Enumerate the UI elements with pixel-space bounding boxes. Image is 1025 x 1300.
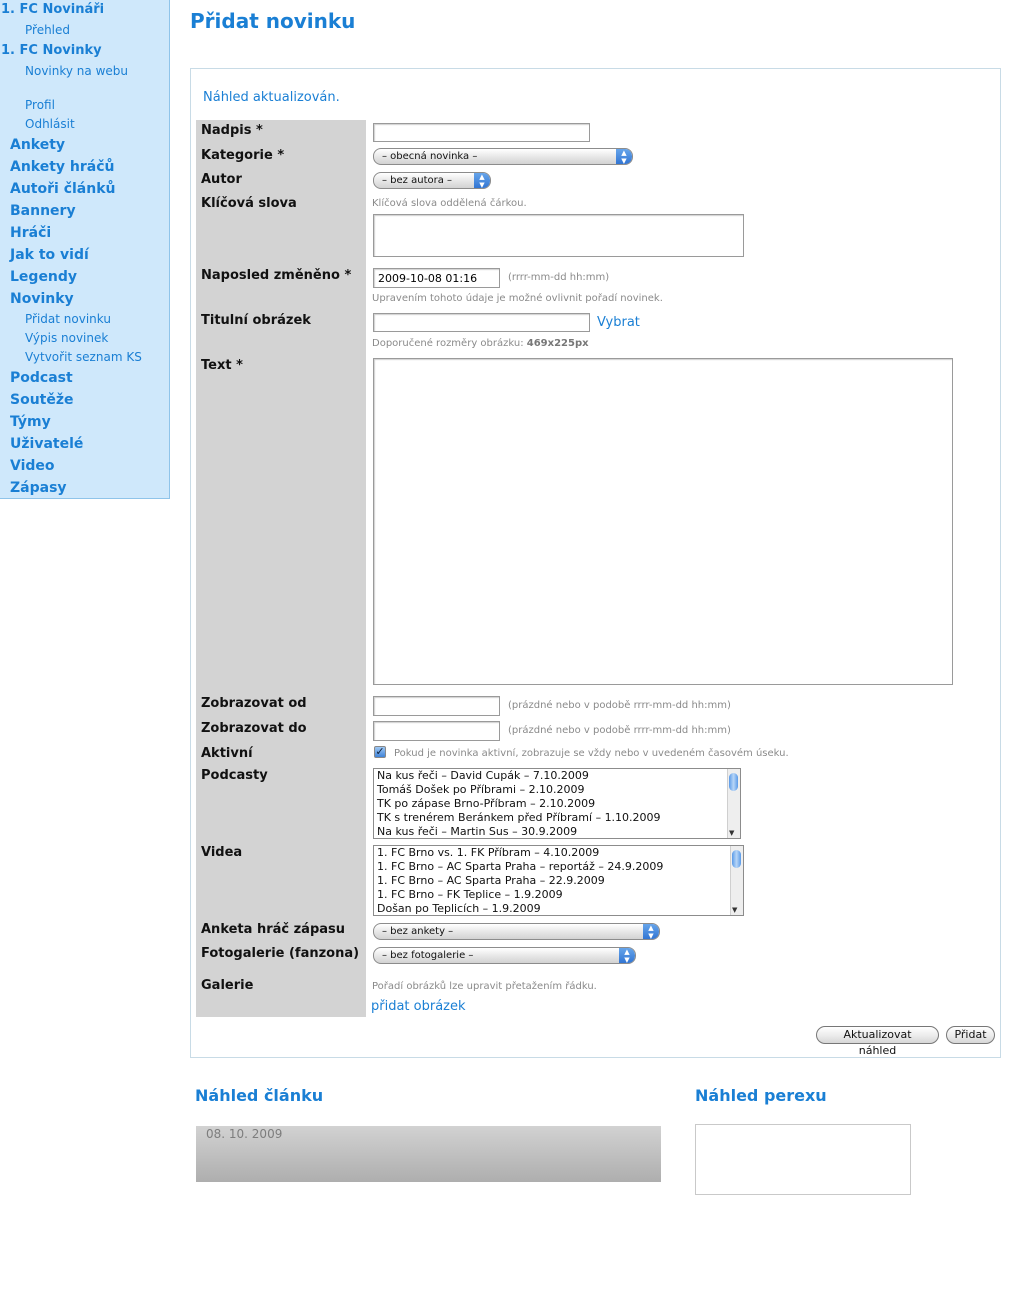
sidebar-item-autori-clanku[interactable]: Autoři článků (10, 181, 116, 197)
scrollbar[interactable] (727, 769, 740, 838)
label-autor: Autor (201, 172, 242, 187)
list-item[interactable]: Na kus řeči – Martin Sus – 30.9.2009 (377, 825, 578, 838)
scrollbar[interactable] (730, 846, 743, 915)
list-item[interactable]: Na kus řeči – David Cupák – 7.10.2009 (377, 769, 589, 782)
zobrazovat-do-input[interactable] (373, 721, 500, 741)
sidebar-item-bannery[interactable]: Bannery (10, 203, 76, 219)
label-podcasty: Podcasty (201, 768, 268, 783)
list-item[interactable]: 1. FC Brno – FK Teplice – 1.9.2009 (377, 888, 563, 901)
kategorie-select-value: – obecná novinka – (382, 151, 478, 162)
keywords-hint: Klíčová slova oddělená čárkou. (372, 198, 527, 209)
label-text: Text * (201, 358, 243, 373)
sidebar-item-novinky-na-webu[interactable]: Novinky na webu (25, 64, 128, 78)
select-arrows-icon: ▲ ▼ (643, 923, 659, 940)
autor-select[interactable] (373, 172, 491, 189)
list-item[interactable]: 1. FC Brno vs. 1. FK Příbram – 4.10.2009 (377, 846, 600, 859)
page-title: Přidat novinku (190, 9, 356, 33)
keywords-textarea[interactable] (373, 214, 744, 257)
sidebar-item-vytvorit-seznam-ks[interactable]: Vytvořit seznam KS (25, 350, 142, 364)
article-preview-heading: Náhled článku (195, 1086, 324, 1105)
label-aktivni: Aktivní (201, 746, 253, 761)
list-item[interactable]: TK s trenérem Beránkem před Příbramí – 1.10.2009 (377, 811, 661, 824)
aktivni-checkbox[interactable] (374, 746, 386, 758)
anketa-select-value: – bez ankety – (382, 926, 454, 937)
label-fotogalerie: Fotogalerie (fanzona) (201, 946, 360, 961)
sidebar-item-vypis-novinek[interactable]: Výpis novinek (25, 331, 109, 345)
scroll-down-arrow-icon[interactable]: ▼ (732, 906, 738, 914)
perex-preview (695, 1124, 911, 1195)
select-arrows-icon: ▲ ▼ (616, 148, 632, 165)
sidebar-item-ankety-hracu[interactable]: Ankety hráčů (10, 159, 115, 175)
label-klicova-slova: Klíčová slova (201, 196, 297, 211)
scrollbar-thumb[interactable] (732, 850, 741, 868)
label-column (196, 120, 366, 1017)
nadpis-input[interactable] (373, 123, 590, 142)
sidebar (0, 0, 170, 499)
sidebar-item-jak-to-vidi[interactable]: Jak to vidí (10, 247, 89, 263)
vybrat-link[interactable]: Vybrat (597, 315, 640, 330)
list-item[interactable]: TK po zápase Brno-Příbram – 2.10.2009 (377, 797, 596, 810)
sidebar-item-pridat-novinku[interactable]: Přidat novinku (25, 312, 111, 326)
label-naposled-zmeneno: Naposled změněno * (201, 268, 352, 283)
sidebar-item-tymy[interactable]: Týmy (10, 414, 51, 430)
list-item[interactable]: Došan po Teplicích – 1.9.2009 (377, 902, 541, 915)
sidebar-item-novinky[interactable]: Novinky (10, 291, 74, 307)
select-arrows-icon: ▲ ▼ (619, 947, 635, 964)
sidebar-item-legendy[interactable]: Legendy (10, 269, 78, 285)
image-hint-size: 469x225px (526, 338, 589, 349)
naposled-format-hint: (rrrr-mm-dd hh:mm) (508, 272, 610, 283)
update-preview-button[interactable]: Aktualizovat náhled (816, 1026, 939, 1044)
autor-select-value: – bez autora – (382, 175, 453, 186)
fotogalerie-select[interactable] (373, 947, 636, 964)
list-item[interactable]: 1. FC Brno – AC Sparta Praha – 22.9.2009 (377, 874, 605, 887)
label-zobrazovat-od: Zobrazovat od (201, 696, 307, 711)
sidebar-item-hraci[interactable]: Hráči (10, 225, 52, 241)
naposled-zmeneno-input[interactable] (373, 268, 500, 288)
article-preview (196, 1126, 661, 1182)
naposled-hint: Upravením tohoto údaje je možné ovlivnit pořadí novinek. (372, 293, 663, 304)
titulni-obrazek-input[interactable] (373, 313, 590, 332)
label-nadpis: Nadpis * (201, 123, 263, 138)
galerie-hint: Pořadí obrázků lze upravit přetažením řádku. (372, 981, 597, 992)
sidebar-item-video[interactable]: Video (10, 458, 55, 474)
scrollbar-thumb[interactable] (729, 773, 738, 791)
text-textarea[interactable] (373, 358, 953, 685)
sidebar-item-uzivatele[interactable]: Uživatelé (10, 436, 84, 452)
list-item[interactable]: 1. FC Brno – AC Sparta Praha – reportáž – 24.9.2009 (377, 860, 664, 873)
fotogalerie-select-value: – bez fotogalerie – (382, 950, 474, 961)
zobrazovat-do-hint: (prázdné nebo v podobě rrrr-mm-dd hh:mm) (508, 725, 731, 736)
kategorie-select[interactable] (373, 148, 633, 165)
sidebar-item-fc-novinky[interactable]: 1. FC Novinky (1, 43, 102, 58)
scroll-down-arrow-icon[interactable]: ▼ (729, 829, 735, 837)
label-videa: Videa (201, 845, 243, 860)
list-item[interactable]: Tomáš Došek po Příbrami – 2.10.2009 (377, 783, 585, 796)
videa-listbox[interactable] (373, 845, 744, 916)
zobrazovat-od-hint: (prázdné nebo v podobě rrrr-mm-dd hh:mm) (508, 700, 731, 711)
label-titulni-obrazek: Titulní obrázek (201, 313, 311, 328)
image-hint-prefix: Doporučené rozměry obrázku: (372, 338, 524, 349)
zobrazovat-od-input[interactable] (373, 696, 500, 716)
label-anketa: Anketa hráč zápasu (201, 922, 346, 937)
submit-button[interactable]: Přidat (946, 1026, 995, 1044)
sidebar-item-ankety[interactable]: Ankety (10, 137, 66, 153)
image-size-hint (372, 338, 589, 349)
sidebar-item-odhlasit[interactable]: Odhlásit (25, 117, 75, 131)
sidebar-item-souteze[interactable]: Soutěže (10, 392, 74, 408)
sidebar-item-zapasy[interactable]: Zápasy (10, 480, 67, 496)
status-message: Náhled aktualizován. (203, 90, 340, 105)
perex-preview-heading: Náhled perexu (695, 1086, 827, 1105)
sidebar-item-fc-novinari[interactable]: 1. FC Novináři (1, 2, 105, 17)
select-arrows-icon: ▲ ▼ (474, 172, 490, 189)
pridat-obrazek-link[interactable]: přidat obrázek (371, 999, 466, 1014)
anketa-select[interactable] (373, 923, 660, 940)
sidebar-item-profil[interactable]: Profil (25, 98, 55, 112)
label-kategorie: Kategorie * (201, 148, 285, 163)
checkmark-icon: ✓ (375, 745, 385, 758)
sidebar-item-podcast[interactable]: Podcast (10, 370, 73, 386)
article-preview-date: 08. 10. 2009 (206, 1127, 283, 1141)
aktivni-hint: Pokud je novinka aktivní, zobrazuje se vždy nebo v uvedeném časovém úseku. (394, 748, 789, 759)
podcasty-listbox[interactable] (373, 768, 741, 839)
label-zobrazovat-do: Zobrazovat do (201, 721, 307, 736)
label-galerie: Galerie (201, 978, 254, 993)
sidebar-item-prehled[interactable]: Přehled (25, 23, 71, 37)
